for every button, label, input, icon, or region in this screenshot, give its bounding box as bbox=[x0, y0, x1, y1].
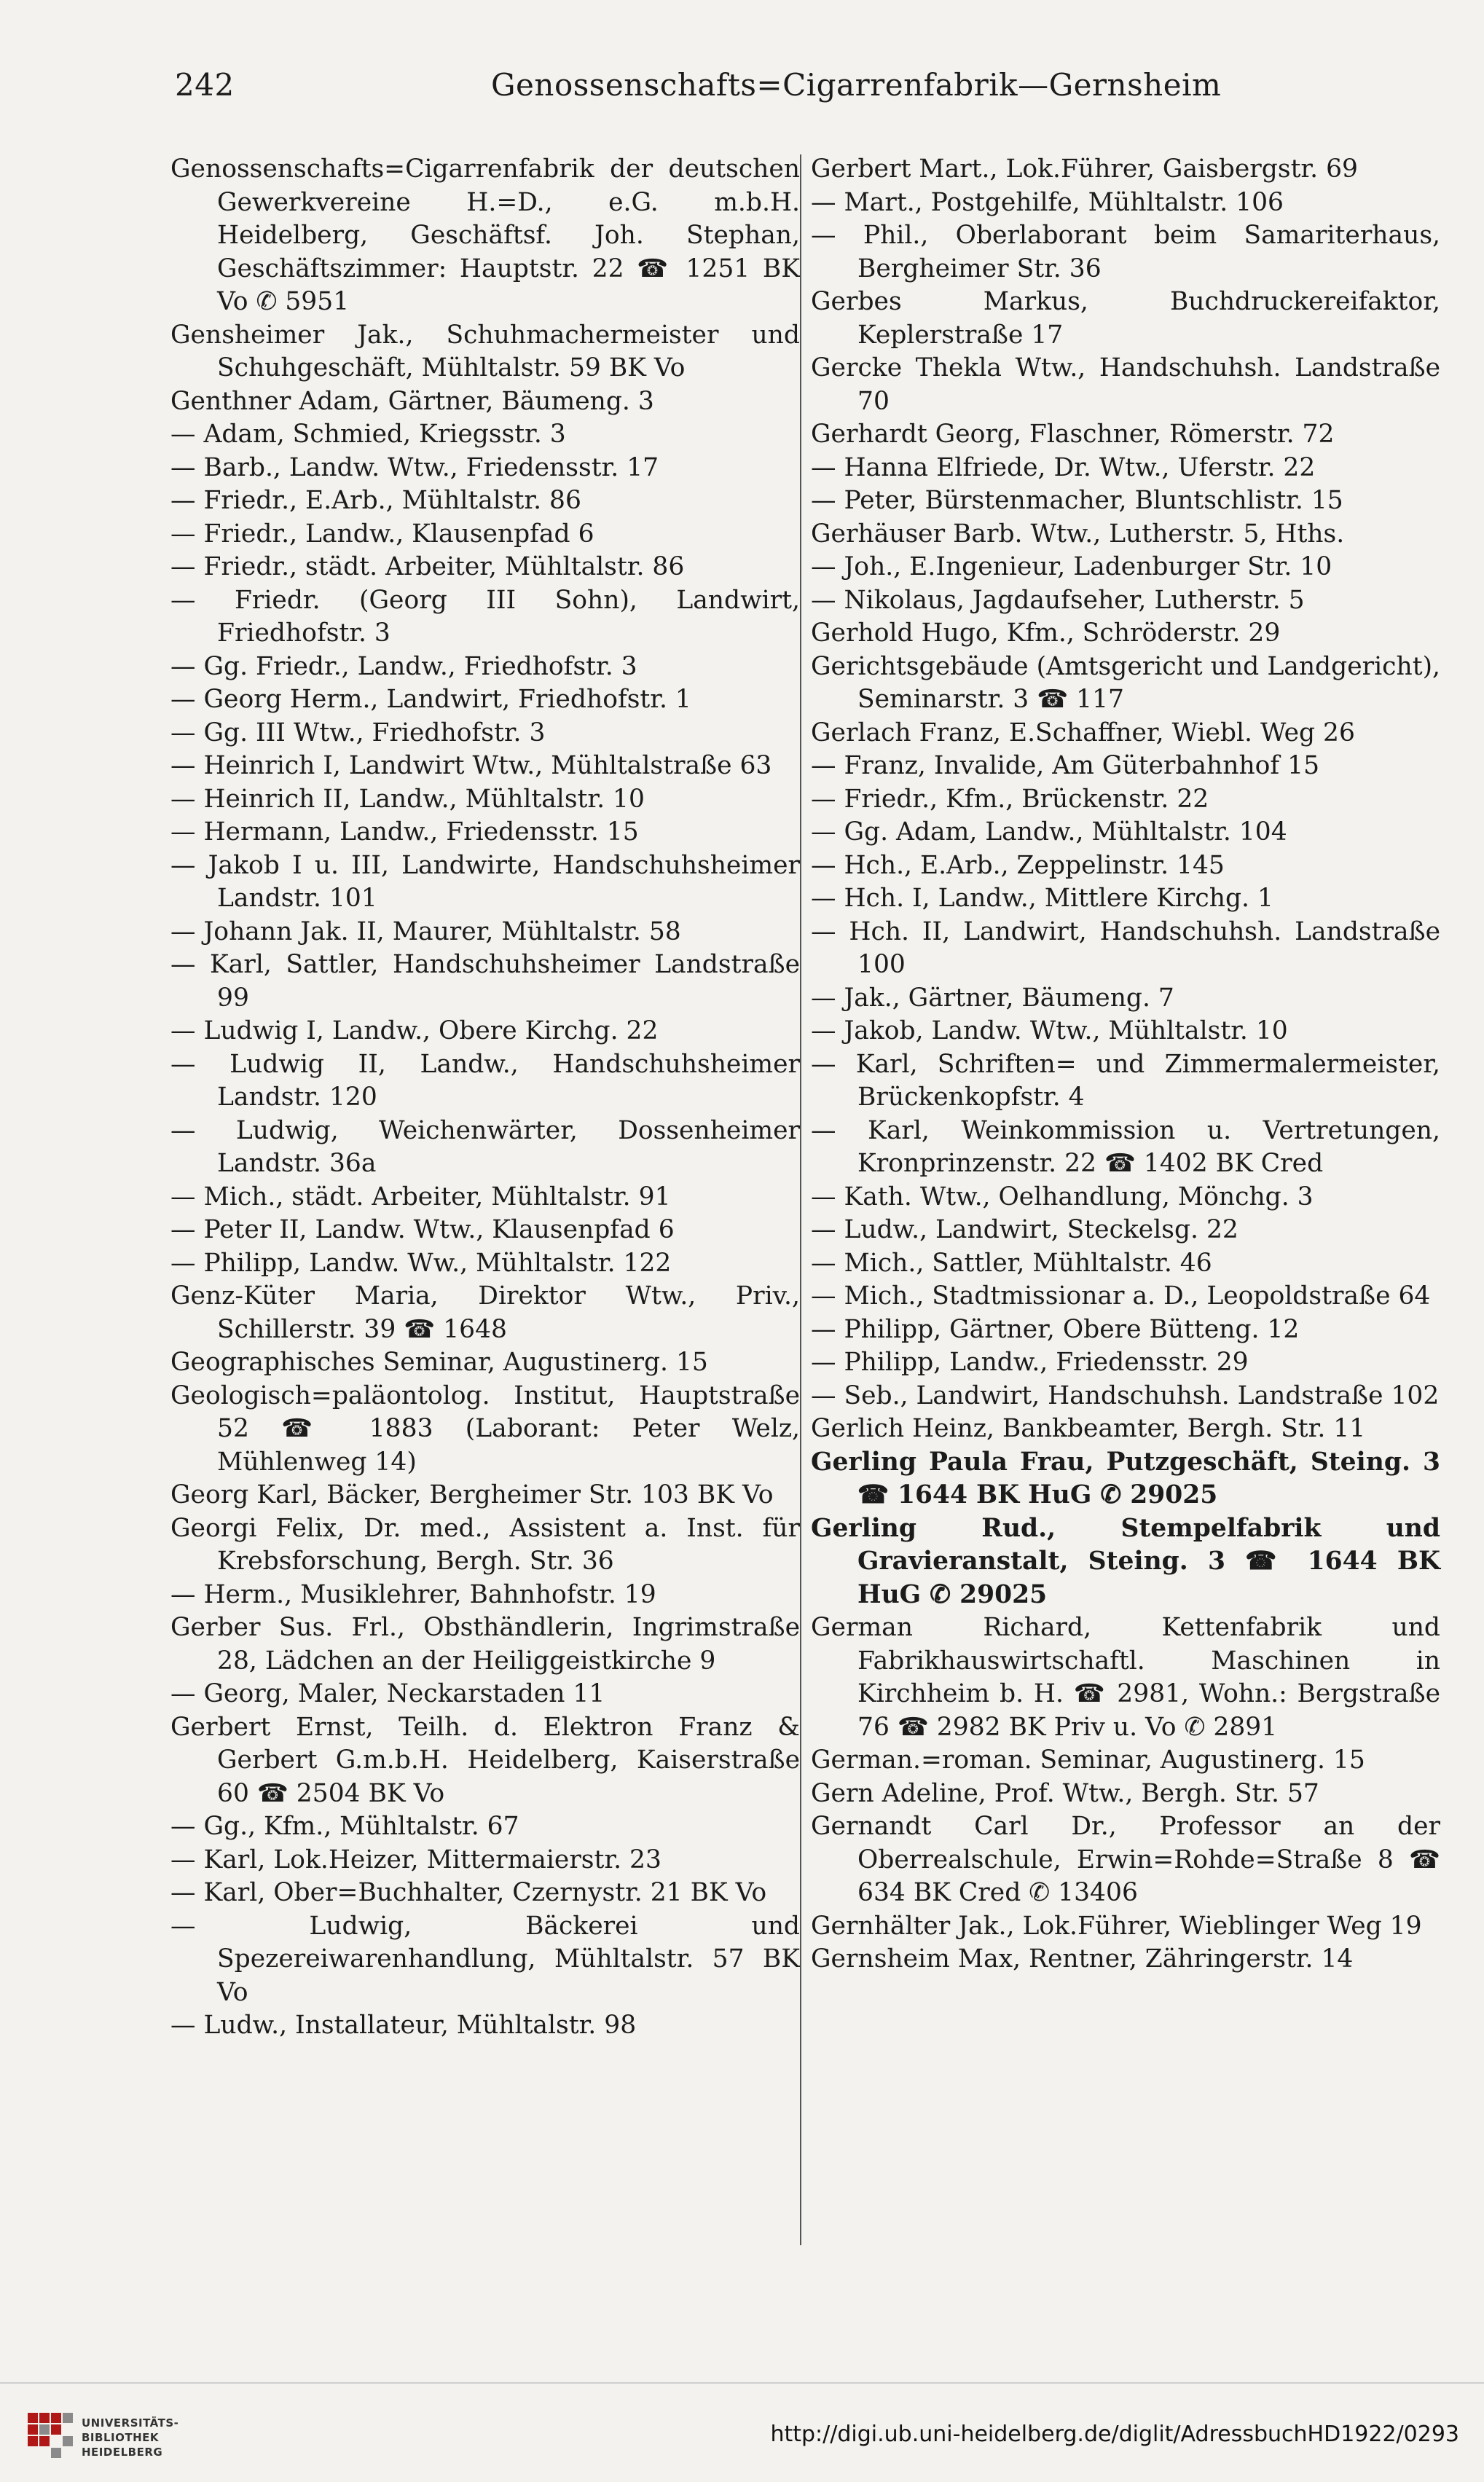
directory-entry: Genthner Adam, Gärtner, Bäumeng. 3 bbox=[170, 386, 654, 416]
directory-entry: Genossenschafts=Cigarrenfabrik der deutschen Gewerkvereine H.=D., e.G. m.b.H. Heidelberg, Geschäftsf. Joh. Stephan, Geschäftszimmer: Hauptstr. 22 ☎ 1251 BK Vo ✆ 5951 bbox=[170, 154, 800, 316]
column-divider bbox=[800, 154, 801, 2245]
directory-entry: — Jakob, Landw. Wtw., Mühltalstr. 10 bbox=[811, 1016, 1288, 1045]
directory-entry: — Gg., Kfm., Mühltalstr. 67 bbox=[170, 1812, 519, 1841]
directory-entry: — Jakob I u. III, Landwirte, Handschuhsheimer Landstr. 101 bbox=[170, 850, 800, 913]
directory-entry: — Kath. Wtw., Oelhandlung, Mönchg. 3 bbox=[811, 1182, 1314, 1211]
directory-entry: — Phil., Oberlaborant beim Samariterhaus, Bergheimer Str. 36 bbox=[811, 221, 1440, 283]
directory-entry: — Philipp, Gärtner, Obere Bütteng. 12 bbox=[811, 1314, 1300, 1344]
directory-entry: Gernsheim Max, Rentner, Zähringerstr. 14 bbox=[811, 1944, 1354, 1974]
directory-entry: — Ludwig, Weichenwärter, Dossenheimer Landstr. 36a bbox=[170, 1115, 800, 1178]
directory-entry: Georgi Felix, Dr. med., Assistent a. Inst. für Krebsforschung, Bergh. Str. 36 bbox=[170, 1513, 800, 1576]
directory-entry: — Karl, Lok.Heizer, Mittermaierstr. 23 bbox=[170, 1845, 661, 1874]
footer-bar bbox=[0, 2382, 1484, 2482]
directory-entry: — Gg. III Wtw., Friedhofstr. 3 bbox=[170, 718, 546, 747]
directory-entry: — Barb., Landw. Wtw., Friedensstr. 17 bbox=[170, 452, 659, 482]
directory-entry: — Hch. II, Landwirt, Handschuhsh. Landstraße 100 bbox=[811, 916, 1440, 979]
directory-entry: — Mich., Stadtmissionar a. D., Leopoldstraße 64 bbox=[811, 1281, 1431, 1311]
directory-entry: — Gg. Adam, Landw., Mühltalstr. 104 bbox=[811, 817, 1287, 847]
directory-entry: — Ludw., Installateur, Mühltalstr. 98 bbox=[170, 2011, 637, 2040]
directory-entry: — Gg. Friedr., Landw., Friedhofstr. 3 bbox=[170, 651, 637, 681]
directory-entry: — Johann Jak. II, Maurer, Mühltalstr. 58 bbox=[170, 916, 681, 946]
directory-entry: — Georg, Maler, Neckarstaden 11 bbox=[170, 1679, 605, 1708]
directory-entry: — Karl, Weinkommission u. Vertretungen, Kronprinzenstr. 22 ☎ 1402 BK Cred bbox=[811, 1115, 1440, 1178]
directory-entry: Gensheimer Jak., Schuhmachermeister und Schuhgeschäft, Mühltalstr. 59 BK Vo bbox=[170, 320, 800, 382]
directory-entry: Georg Karl, Bäcker, Bergheimer Str. 103 BK Vo bbox=[170, 1480, 774, 1509]
directory-entry: Gerlich Heinz, Bankbeamter, Bergh. Str. 11 bbox=[811, 1414, 1366, 1443]
directory-entry: — Georg Herm., Landwirt, Friedhofstr. 1 bbox=[170, 685, 691, 714]
directory-entry: — Hanna Elfriede, Dr. Wtw., Uferstr. 22 bbox=[811, 452, 1316, 482]
logo-line-3: HEIDELBERG bbox=[82, 2446, 163, 2459]
directory-entry: — Karl, Sattler, Handschuhsheimer Landstraße 99 bbox=[170, 950, 800, 1013]
directory-entry: — Heinrich I, Landwirt Wtw., Mühltalstraße 63 bbox=[170, 751, 772, 780]
directory-entry: — Ludwig II, Landw., Handschuhsheimer Landstr. 120 bbox=[170, 1049, 800, 1112]
library-logo[interactable] bbox=[26, 2411, 223, 2470]
directory-entry: German.=roman. Seminar, Augustinerg. 15 bbox=[811, 1745, 1365, 1775]
directory-entry: Gerhold Hugo, Kfm., Schröderstr. 29 bbox=[811, 618, 1281, 648]
directory-entry: — Adam, Schmied, Kriegsstr. 3 bbox=[170, 420, 566, 449]
directory-entry: — Philipp, Landw. Ww., Mühltalstr. 122 bbox=[170, 1248, 672, 1278]
directory-entry: Gerbert Mart., Lok.Führer, Gaisbergstr. 69 bbox=[811, 154, 1358, 184]
directory-entry: German Richard, Kettenfabrik und Fabrikhauswirtschaftl. Maschinen in Kirchheim b. H. ☎ 2981, Wohn.: Bergstraße 76 ☎ 2982 BK Priv u. Vo ✆ 2891 bbox=[811, 1613, 1440, 1742]
directory-entry: — Ludw., Landwirt, Steckelsg. 22 bbox=[811, 1215, 1238, 1244]
source-url-link[interactable]: http://digi.ub.uni-heidelberg.de/diglit/AdressbuchHD1922/0293 bbox=[770, 2422, 1459, 2447]
directory-entry: Gerichtsgebäude (Amtsgericht und Landgericht), Seminarstr. 3 ☎ 117 bbox=[811, 651, 1440, 714]
directory-entry: — Hch. I, Landw., Mittlere Kirchg. 1 bbox=[811, 884, 1273, 913]
directory-entry: — Herm., Musiklehrer, Bahnhofstr. 19 bbox=[170, 1579, 656, 1609]
directory-entry: — Hch., E.Arb., Zeppelinstr. 145 bbox=[811, 850, 1225, 880]
directory-entry: Gercke Thekla Wtw., Handschuhsh. Landstraße 70 bbox=[811, 353, 1440, 416]
directory-entry: Gerhäuser Barb. Wtw., Lutherstr. 5, Hths. bbox=[811, 519, 1345, 549]
directory-entry: Genz-Küter Maria, Direktor Wtw., Priv., Schillerstr. 39 ☎ 1648 bbox=[170, 1281, 800, 1344]
logo-line-1: UNIVERSITÄTS- bbox=[82, 2416, 179, 2430]
directory-entry: Gerlach Franz, E.Schaffner, Wiebl. Weg 26 bbox=[811, 718, 1355, 747]
library-logo-icon bbox=[26, 2411, 76, 2461]
directory-entry: Gerbert Ernst, Teilh. d. Elektron Franz & Gerbert G.m.b.H. Heidelberg, Kaiserstraße 60 ☎ 2504 BK Vo bbox=[170, 1712, 800, 1808]
directory-entry: — Hermann, Landw., Friedensstr. 15 bbox=[170, 817, 639, 847]
directory-entry: — Heinrich II, Landw., Mühltalstr. 10 bbox=[170, 784, 645, 814]
page-title: Genossenschafts=Cigarrenfabrik—Gernsheim bbox=[491, 67, 1222, 103]
directory-entry: — Friedr. (Georg III Sohn), Landwirt, Friedhofstr. 3 bbox=[170, 585, 800, 648]
directory-entry: Gerling Paula Frau, Putzgeschäft, Steing. 3 ☎ 1644 BK HuG ✆ 29025 bbox=[811, 1447, 1440, 1509]
directory-entry: Gerling Rud., Stempelfabrik und Gravieranstalt, Steing. 3 ☎ 1644 BK HuG ✆ 29025 bbox=[811, 1513, 1440, 1609]
directory-entry: — Jak., Gärtner, Bäumeng. 7 bbox=[811, 983, 1174, 1013]
directory-entry: — Mich., städt. Arbeiter, Mühltalstr. 91 bbox=[170, 1182, 671, 1211]
directory-entry: — Karl, Schriften= und Zimmermalermeister, Brückenkopfstr. 4 bbox=[811, 1049, 1440, 1112]
directory-entry: Gerhardt Georg, Flaschner, Römerstr. 72 bbox=[811, 420, 1335, 449]
directory-entry: — Peter, Bürstenmacher, Bluntschlistr. 15 bbox=[811, 486, 1343, 515]
directory-entry: Gerber Sus. Frl., Obsthändlerin, Ingrimstraße 28, Lädchen an der Heiliggeistkirche 9 bbox=[170, 1613, 800, 1676]
right-column bbox=[811, 153, 1440, 1976]
directory-entry: — Philipp, Landw., Friedensstr. 29 bbox=[811, 1348, 1249, 1377]
left-column bbox=[170, 153, 800, 2043]
directory-entry: Gernandt Carl Dr., Professor an der Oberrealschule, Erwin=Rohde=Straße 8 ☎ 634 BK Cred ✆ 13406 bbox=[811, 1812, 1440, 1907]
directory-entry: — Friedr., Landw., Klausenpfad 6 bbox=[170, 519, 594, 549]
directory-entry: — Ludwig, Bäckerei und Spezereiwarenhandlung, Mühltalstr. 57 BK Vo bbox=[170, 1911, 800, 2007]
directory-entry: — Mich., Sattler, Mühltalstr. 46 bbox=[811, 1248, 1212, 1278]
directory-entry: — Seb., Landwirt, Handschuhsh. Landstraße 102 bbox=[811, 1381, 1440, 1410]
page-number: 242 bbox=[175, 67, 235, 103]
directory-entry: — Peter II, Landw. Wtw., Klausenpfad 6 bbox=[170, 1215, 675, 1244]
directory-entry: Geographisches Seminar, Augustinerg. 15 bbox=[170, 1348, 708, 1377]
directory-entry: Gernhälter Jak., Lok.Führer, Wieblinger Weg 19 bbox=[811, 1911, 1422, 1941]
directory-entry: — Friedr., E.Arb., Mühltalstr. 86 bbox=[170, 486, 581, 515]
directory-entry: — Friedr., städt. Arbeiter, Mühltalstr. 86 bbox=[170, 552, 685, 581]
directory-entry: — Nikolaus, Jagdaufseher, Lutherstr. 5 bbox=[811, 585, 1305, 615]
logo-line-2: BIBLIOTHEK bbox=[82, 2431, 159, 2444]
directory-entry: — Joh., E.Ingenieur, Ladenburger Str. 10 bbox=[811, 552, 1332, 581]
directory-entry: — Mart., Postgehilfe, Mühltalstr. 106 bbox=[811, 187, 1284, 217]
directory-entry: Geologisch=paläontolog. Institut, Hauptstraße 52 ☎ 1883 (Laborant: Peter Welz, Mühlenweg 14) bbox=[170, 1381, 800, 1477]
directory-entry: Gerbes Markus, Buchdruckereifaktor, Keplerstraße 17 bbox=[811, 287, 1440, 350]
directory-entry: — Friedr., Kfm., Brückenstr. 22 bbox=[811, 784, 1209, 814]
directory-entry: — Franz, Invalide, Am Güterbahnhof 15 bbox=[811, 751, 1320, 780]
directory-entry: Gern Adeline, Prof. Wtw., Bergh. Str. 57 bbox=[811, 1778, 1319, 1808]
library-logo-text bbox=[82, 2416, 178, 2459]
directory-entry: — Karl, Ober=Buchhalter, Czernystr. 21 BK Vo bbox=[170, 1878, 767, 1907]
directory-entry: — Ludwig I, Landw., Obere Kirchg. 22 bbox=[170, 1016, 659, 1045]
